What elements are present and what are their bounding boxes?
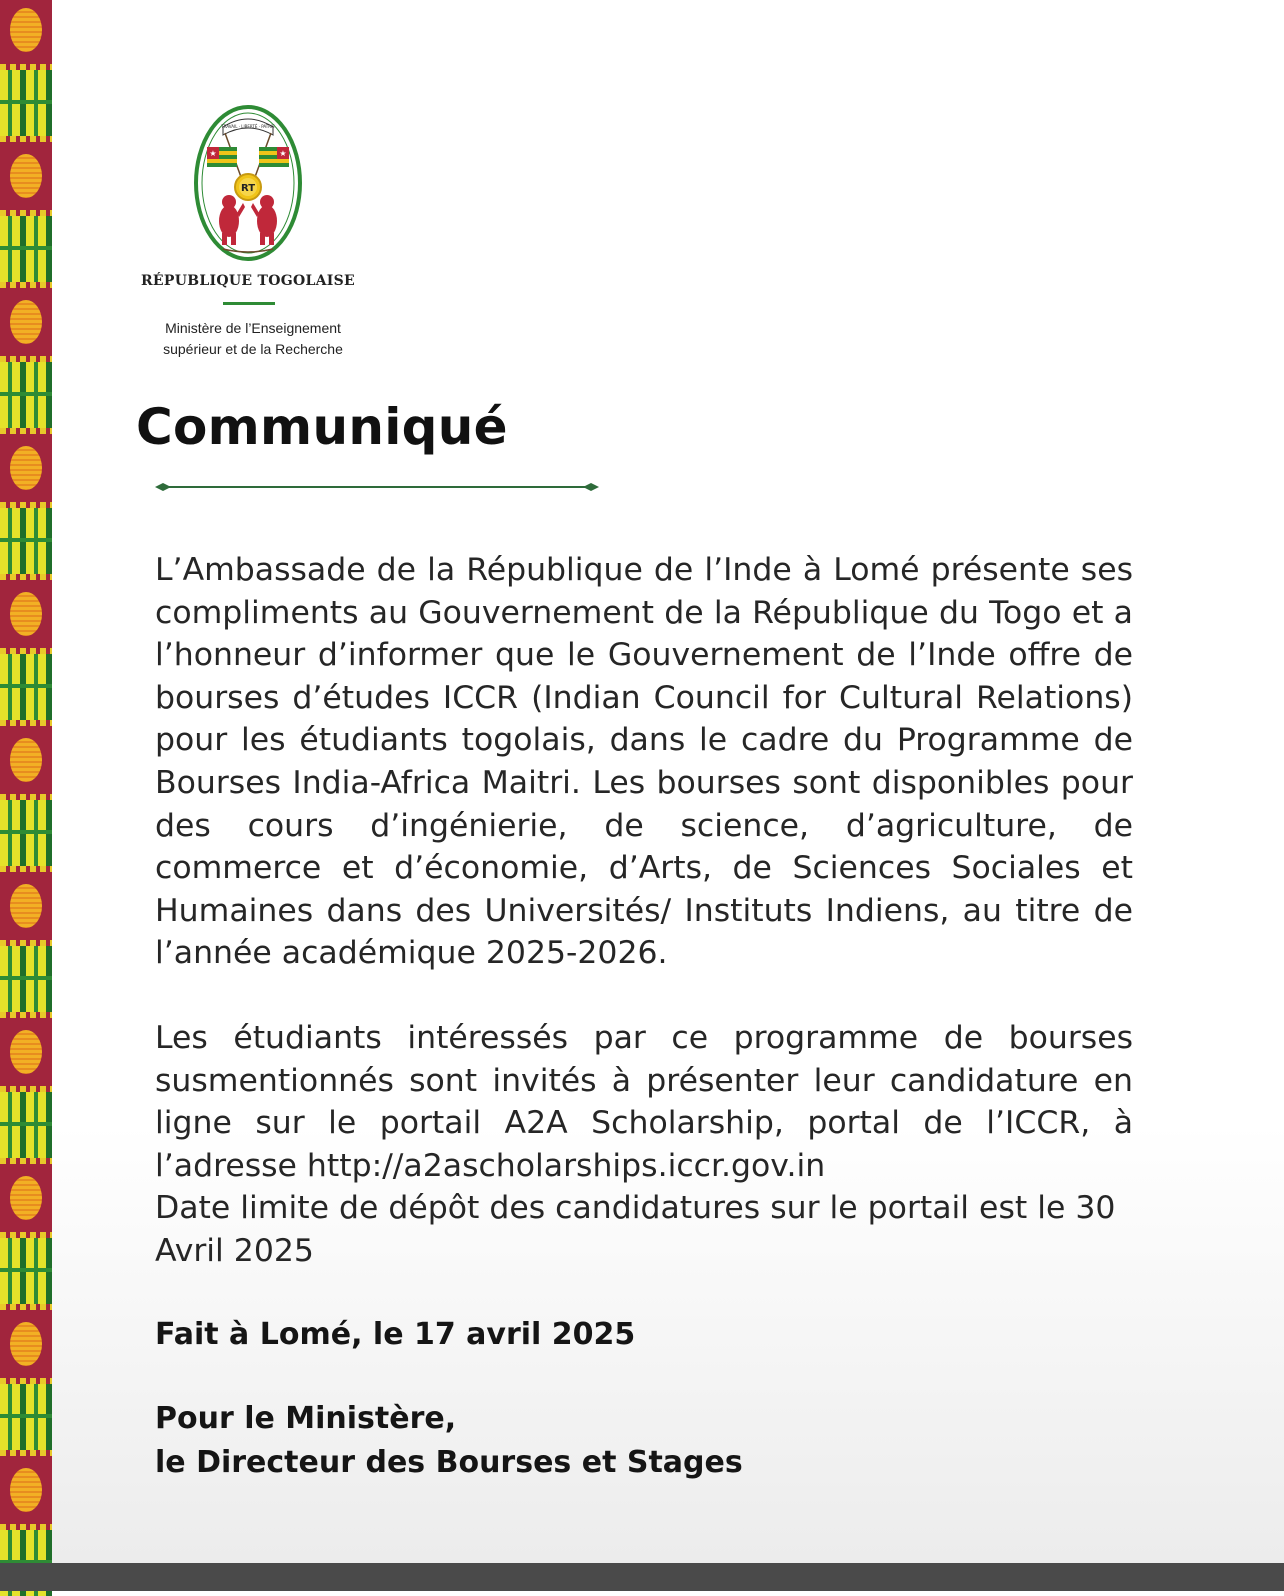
kente-band bbox=[0, 720, 52, 866]
kente-sun-icon bbox=[10, 8, 42, 52]
announcement-paragraph: L’Ambassade de la République de l’Inde à Lomé présente ses compliments au Gouvernement de la République du Togo et a l’honneur d’informer que le Gouvernement de l’Inde offre de bourses d’études ICCR (Indian Council for Cultural Relations) pour les étudiants togolais, dans le cadre du Programme de Bourses India-Africa Maitri. Les bourses sont disponibles pour des cours d’ingénierie, de science, d’agriculture, de commerce et d’économie, d’Arts, de Sciences Sociales et Humaines dans des Universités/ Instituts Indiens, au titre de l’année académique 2025-2026. bbox=[155, 552, 1133, 972]
ministry-line-1: Ministère de l’Enseignement bbox=[165, 320, 341, 336]
kente-sun-icon bbox=[10, 1322, 42, 1366]
togo-emblem-logo bbox=[193, 103, 303, 263]
kente-red-block bbox=[0, 574, 52, 654]
kente-red-block bbox=[0, 428, 52, 508]
kente-band bbox=[0, 0, 52, 136]
deadline-paragraph: Date limite de dépôt des candidatures sur le portail est le 30 Avril 2025 bbox=[155, 1190, 1116, 1269]
kente-red-block bbox=[0, 1158, 52, 1238]
kente-sun-icon bbox=[10, 300, 42, 344]
kente-band bbox=[0, 1158, 52, 1304]
kente-red-block bbox=[0, 1012, 52, 1092]
kente-stripes bbox=[0, 362, 52, 428]
kente-red-block bbox=[0, 1304, 52, 1384]
kente-sun-icon bbox=[10, 154, 42, 198]
kente-stripes bbox=[0, 946, 52, 1012]
kente-band bbox=[0, 282, 52, 428]
svg-text:★: ★ bbox=[279, 149, 287, 158]
application-paragraph: Les étudiants intéressés par ce programme de bourses susmentionnés sont invités à présenter leur candidature en ligne sur le portail A2A Scholarship, portal de l’ICCR, à l’adresse http://a2ascholarships.iccr.gov.in bbox=[155, 1020, 1133, 1184]
kente-stripes bbox=[0, 70, 52, 136]
kente-red-block bbox=[0, 720, 52, 800]
kente-red-block bbox=[0, 1450, 52, 1530]
kente-stripes bbox=[0, 1238, 52, 1304]
kente-sun-icon bbox=[10, 1468, 42, 1512]
svg-text:★: ★ bbox=[209, 149, 217, 158]
place-date: Fait à Lomé, le 17 avril 2025 bbox=[155, 1317, 636, 1352]
kente-band bbox=[0, 574, 52, 720]
kente-sun-icon bbox=[10, 592, 42, 636]
kente-red-block bbox=[0, 136, 52, 216]
ministry-line-2: supérieur et de la Recherche bbox=[163, 341, 343, 357]
kente-red-block bbox=[0, 0, 52, 70]
flag-left-icon bbox=[207, 147, 237, 167]
title-divider bbox=[155, 480, 599, 494]
kente-band bbox=[0, 136, 52, 282]
kente-stripes bbox=[0, 800, 52, 866]
header-divider bbox=[223, 302, 275, 305]
kente-red-block bbox=[0, 866, 52, 946]
kente-band bbox=[0, 1012, 52, 1158]
kente-stripes bbox=[0, 1092, 52, 1158]
kente-stripes bbox=[0, 654, 52, 720]
kente-sun-icon bbox=[10, 1030, 42, 1074]
emblem-initials: RT bbox=[240, 183, 256, 194]
kente-red-block bbox=[0, 282, 52, 362]
kente-band bbox=[0, 866, 52, 1012]
kente-sun-icon bbox=[10, 738, 42, 782]
kente-band bbox=[0, 1304, 52, 1450]
emblem-graphic bbox=[193, 103, 303, 263]
flag-right-icon bbox=[259, 147, 289, 167]
kente-sun-icon bbox=[10, 446, 42, 490]
kente-stripes bbox=[0, 1384, 52, 1450]
page-title: Communiqué bbox=[136, 398, 508, 456]
signature-line-2: le Directeur des Bourses et Stages bbox=[155, 1445, 743, 1480]
kente-border bbox=[0, 0, 52, 1563]
kente-stripes bbox=[0, 216, 52, 282]
ministry-label bbox=[120, 318, 386, 360]
kente-sun-icon bbox=[10, 1176, 42, 1220]
kente-sun-icon bbox=[10, 884, 42, 928]
kente-band bbox=[0, 428, 52, 574]
bottom-bar bbox=[0, 1563, 1284, 1591]
kente-stripes bbox=[0, 508, 52, 574]
signature-line-1: Pour le Ministère, bbox=[155, 1401, 457, 1436]
emblem-motto: TRAVAIL · LIBERTÉ · PATRIE bbox=[221, 124, 275, 129]
republic-label: RÉPUBLIQUE TOGOLAISE bbox=[140, 273, 356, 289]
